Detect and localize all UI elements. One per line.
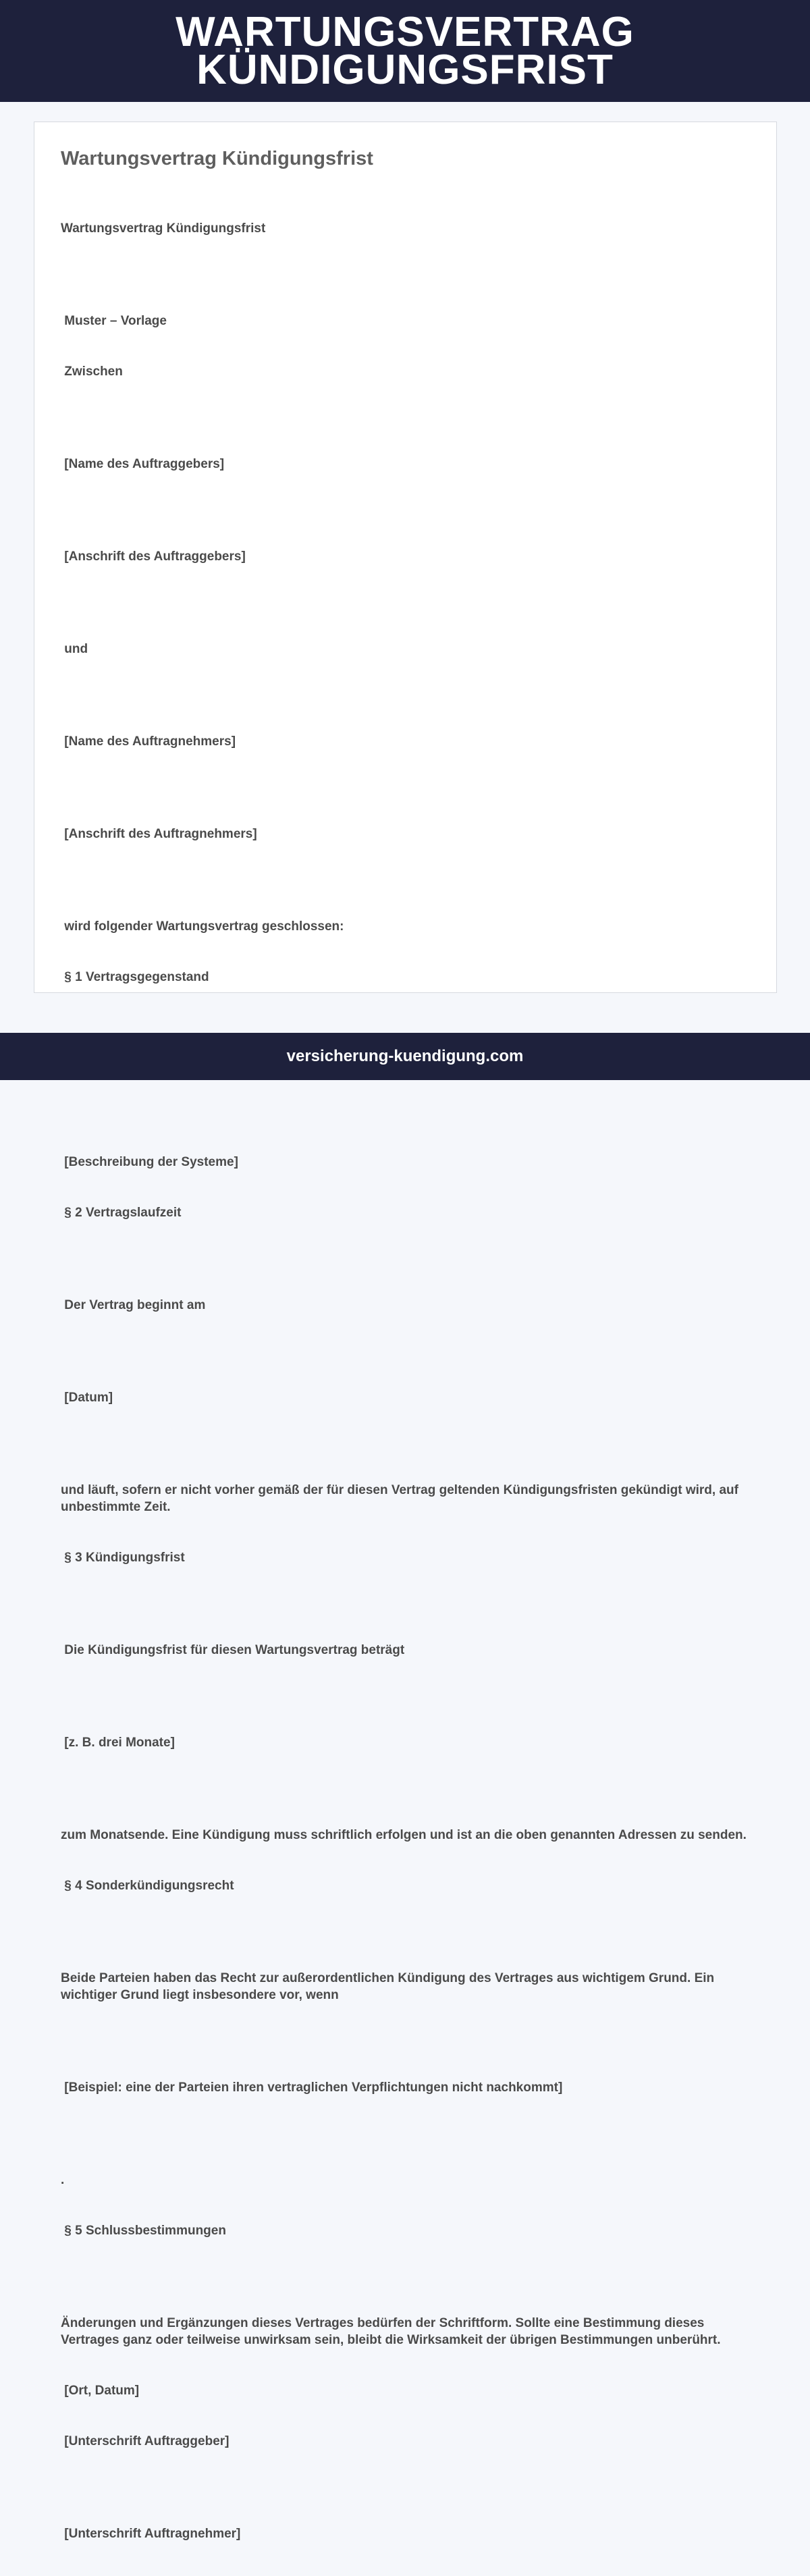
header-title-line-2: KÜNDIGUNGSFRIST xyxy=(196,46,614,93)
doc-line: [Name des Auftraggebers] xyxy=(61,457,225,471)
page-header xyxy=(0,0,810,102)
page-footer xyxy=(0,1033,810,1080)
doc-line: [Beispiel: eine der Parteien ihren vertraglichen Verpflichtungen nicht nachkommt] xyxy=(61,2081,563,2095)
doc-line: [Name des Auftragnehmers] xyxy=(61,734,236,749)
doc-line: Änderungen und Ergänzungen dieses Vertrages bedürfen der Schriftform. Sollte eine Bestimmung dieses Vertrages ganz oder teilweise unwirksam sein, bleibt die Wirksamkeit der übrigen Bestimmungen unberührt. xyxy=(61,2316,721,2347)
doc-line: . xyxy=(61,2173,65,2187)
doc-line: § 4 Sonderkündigungsrecht xyxy=(61,1879,234,1893)
doc-line: [Ort, Datum] xyxy=(61,2384,140,2398)
doc-line: Wartungsvertrag Kündigungsfrist xyxy=(61,221,266,236)
doc-line: § 3 Kündigungsfrist xyxy=(61,1551,185,1565)
doc-line: Beide Parteien haben das Recht zur außerordentlichen Kündigung des Vertrages aus wichtigem Grund. Ein wichtiger Grund liegt insbesondere vor, wenn xyxy=(61,1971,718,2002)
document-title: Wartungsvertrag Kündigungsfrist xyxy=(61,148,373,169)
doc-line: Muster – Vorlage xyxy=(61,314,167,328)
doc-line: und xyxy=(61,642,88,656)
doc-line: § 5 Schlussbestimmungen xyxy=(61,2224,226,2238)
doc-line: [Unterschrift Auftragnehmer] xyxy=(61,2527,241,2541)
header-title-line-1: WARTUNGSVERTRAG xyxy=(176,8,634,55)
doc-line: und läuft, sofern er nicht vorher gemäß der für diesen Vertrag geltenden Kündigungsfristen gekündigt wird, auf unbestimmte Zeit. xyxy=(61,1483,742,1514)
doc-line: [Anschrift des Auftraggebers] xyxy=(61,549,246,564)
footer-site-link[interactable]: versicherung-kuendigung.com xyxy=(286,1047,524,1065)
doc-line: zum Monatsende. Eine Kündigung muss schriftlich erfolgen und ist an die oben genannten Adressen zu senden. xyxy=(61,1828,747,1842)
doc-line: [Anschrift des Auftragnehmers] xyxy=(61,827,257,841)
doc-line: Der Vertrag beginnt am xyxy=(61,1298,206,1312)
document-body xyxy=(61,186,751,2576)
doc-line: § 2 Vertragslaufzeit xyxy=(61,1206,182,1220)
doc-line: Die Kündigungsfrist für diesen Wartungsvertrag beträgt xyxy=(61,1643,405,1657)
doc-line: [Unterschrift Auftraggeber] xyxy=(61,2434,230,2448)
doc-line: [Beschreibung der Systeme] xyxy=(61,1155,238,1169)
doc-line: [z. B. drei Monate] xyxy=(61,1736,175,1750)
doc-line: wird folgender Wartungsvertrag geschlossen: xyxy=(61,919,344,934)
doc-line: Zwischen xyxy=(61,365,123,379)
doc-line: [Datum] xyxy=(61,1391,113,1405)
doc-line: § 1 Vertragsgegenstand xyxy=(61,970,209,984)
